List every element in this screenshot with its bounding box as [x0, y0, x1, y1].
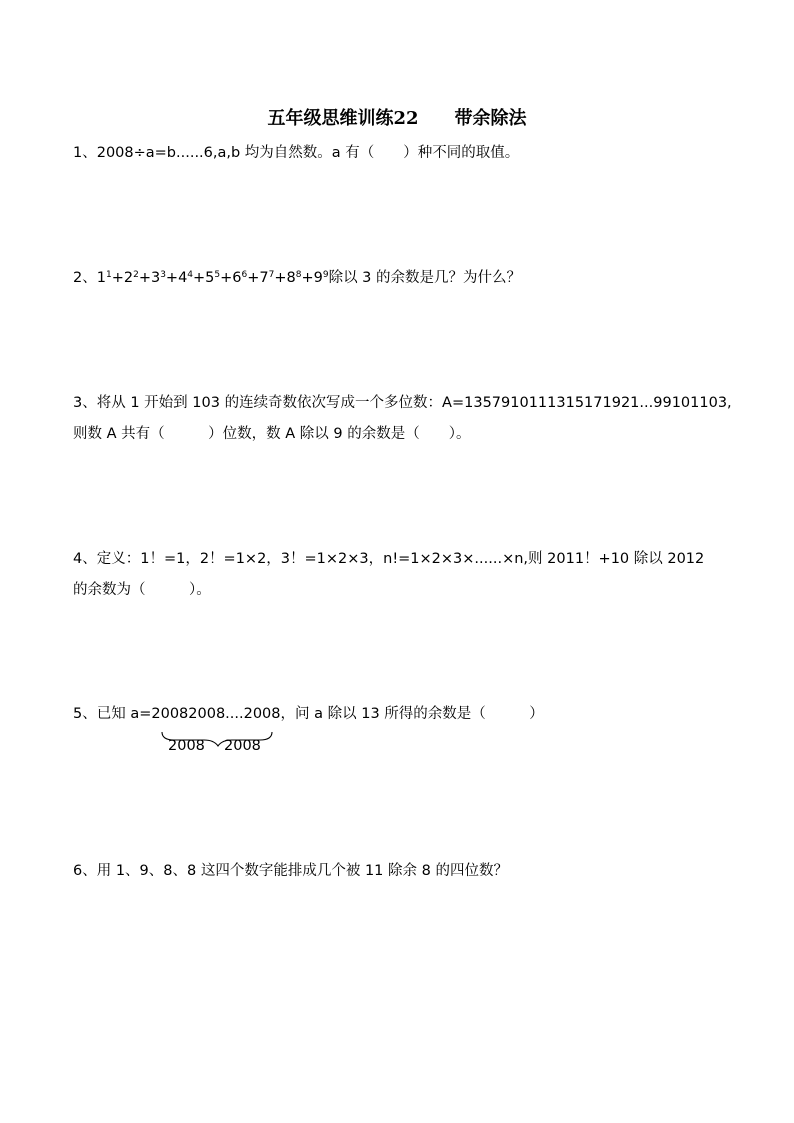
question-2-prefix: 2、	[73, 270, 97, 286]
power-term	[112, 270, 139, 286]
question-3-line-2: 则数 A 共有（ ）位数，数 A 除以 9 的余数是（ ）。	[73, 426, 471, 442]
power-term	[220, 270, 247, 286]
term-base: +8	[274, 270, 296, 286]
question-4-line-1: 4、定义：1！=1，2！=1×2，3！=1×2×3，n!=1×2×3×......×n,则 2011！+10 除以 2012	[73, 551, 705, 567]
underbrace-label-right: 2008	[224, 738, 261, 754]
question-4-line-2: 的余数为（ ）。	[73, 582, 211, 598]
question-2-suffix: 除以 3 的余数是几？为什么？	[328, 270, 522, 286]
term-base: +6	[220, 270, 242, 286]
term-base: +4	[165, 270, 188, 286]
question-2	[73, 264, 521, 293]
power-term	[139, 270, 166, 286]
term-base: +7	[247, 270, 269, 286]
term-exponent: 6	[241, 270, 248, 280]
power-term	[97, 270, 112, 286]
term-exponent: 5	[214, 270, 221, 280]
term-base: +9	[301, 270, 323, 286]
term-exponent: 9	[322, 270, 329, 280]
power-term	[301, 270, 328, 286]
term-base: +5	[193, 270, 215, 286]
power-term	[166, 270, 193, 286]
term-base: +3	[138, 270, 161, 286]
power-term	[247, 270, 274, 286]
question-5-line-1: 5、已知 a=20082008....2008，问 a 除以 13 所得的余数是（ ）	[73, 706, 544, 722]
term-base: 1	[96, 270, 106, 286]
question-6: 6、用 1、9、8、8 这四个数字能排成几个被 11 除余 8 的四位数？	[73, 863, 508, 879]
term-exponent: 1	[105, 270, 112, 280]
underbrace-label-left: 2008	[168, 738, 205, 754]
power-term	[193, 270, 220, 286]
term-exponent: 8	[295, 270, 302, 280]
term-exponent: 2	[133, 270, 139, 280]
term-exponent: 4	[187, 270, 194, 280]
page-title: 五年级思维训练22 带余除法	[267, 108, 527, 129]
term-exponent: 7	[268, 270, 275, 280]
power-term	[274, 270, 301, 286]
term-base: +2	[111, 270, 134, 286]
term-exponent: 3	[160, 270, 166, 280]
question-1: 1、2008÷a=b......6,a,b 均为自然数。a 有（ ）种不同的取值。	[73, 145, 520, 161]
question-3-line-1: 3、将从 1 开始到 103 的连续奇数依次写成一个多位数：A=1357910111315171921...99101103,	[73, 395, 732, 411]
